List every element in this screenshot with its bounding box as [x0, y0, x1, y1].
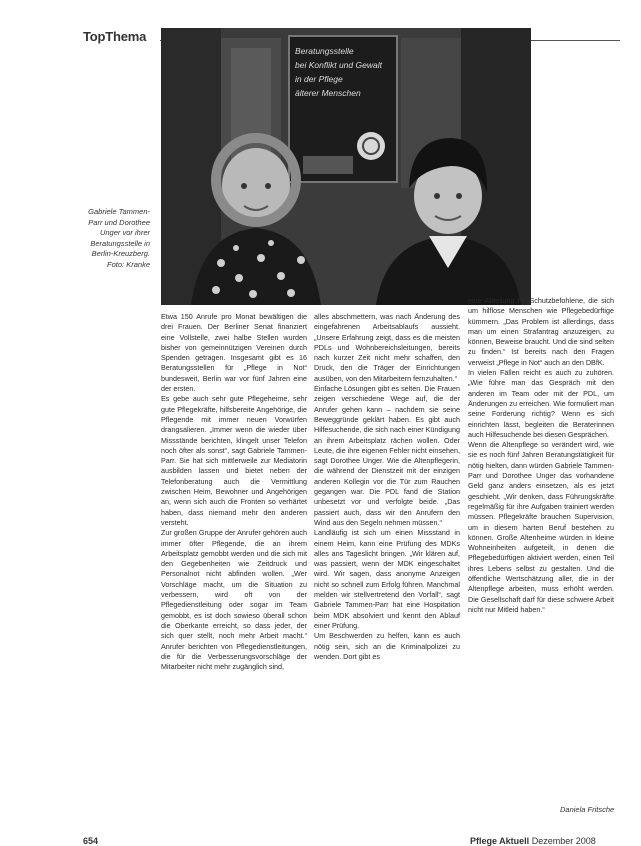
- paragraph: Um Beschwerden zu helfen, kann es auch nötig sein, sich an die Kriminalpolizei zu wenden. Dort gibt es: [314, 631, 460, 661]
- paragraph: eine Abteilung für Schutzbefohlene, die sich um hilflose Menschen wie Pflegebedürftige kümmern. „Das Problem ist allerdings, dass man um einen Strafantrag anzuzeigen, zu können, Beweise braucht. Und die sind selten zu finden.“ Ist bereits nach den Fragen verweist „Pflege in Not“ auch an den DBfK.: [468, 296, 614, 367]
- magazine-name: Pflege Aktuell: [470, 836, 530, 846]
- svg-text:in der Pflege: in der Pflege: [295, 74, 343, 84]
- paragraph: Wenn die Altenpflege so verändert wird, wie sie es noch fünf Jahren Beratungstätigkeit für nötig hielten, dann würden Gabriele Tammen-Parr und Dorothee Unger das vorhandene Geld ganz anders einsetzen, als es jetzt geschieht. „Wir denken, dass Führungskräfte regelmäßig für ihre Aufgaben trainiert werden müssen. Pflegekräfte brauchen Supervision, um in diesem harten Beruf bestehen zu können. Große Altenheime würden in kleine Wohneinheiten aufgeteilt, in denen die Pflegebedürftigen aktiviert werden, einen Teil ihres Lebens selbst zu gestalten. Und die öffentliche Wertschätzung aller, die in der Altenpflege arbeiten, muss erhöht werden. Die Gesellschaft darf für diese schwere Arbeit nicht nur Mitleid haben.“: [468, 440, 614, 614]
- photo-caption: Gabriele Tammen-Parr und Dorothee Unger vor ihrer Beratungsstelle in Berlin-Kreuzberg. Foto: Kranke: [88, 207, 150, 269]
- section-label: TopThema: [83, 29, 147, 44]
- page-number: 654: [83, 836, 99, 846]
- article-column-1: [161, 312, 307, 812]
- paragraph: Etwa 150 Anrufe pro Monat bewältigen die drei Frauen. Der Berliner Senat finanziert eine Vollstelle, zwei halbe Stellen wurden bisher von gemeinnützigen Vereinen durch Spenden getragen. Insgesamt gibt es 16 Beratungsstellen für „Pflege in Not“ bundesweit, Berlin war vor fünf Jahren eine der ersten.: [161, 312, 307, 394]
- article-photo: [161, 28, 531, 305]
- paragraph: Es gebe auch sehr gute Pflegeheime, sehr gute Pflegekräfte, hilfsbereite Angehörige, die Pflegende mit immer neuen Vorwürfen drangsalieren. „Immer wenn die wieder über Missstände berichten, klingelt unser Telefon noch öfter als sonst“, sagt Gabriele Tammen-Parr. Sie hat sich mittlerweile zur Mediatorin ausbilden lassen und bietet neben der Telefonberatung auch die Vermittlung zwischen Heim, Bewohner und Angehörigen an, wenn sich auch die Fronten so verhärtet haben, dass niemand mehr den anderen versteht.: [161, 394, 307, 527]
- photo-illustration: [161, 28, 531, 305]
- publication-footer: [470, 836, 596, 846]
- issue-date: Dezember 2008: [531, 836, 596, 846]
- paragraph: Einfache Lösungen gibt es selten. Die Frauen zeigen verschiedene Wege auf, die der Anrufer gehen kann – nachdem sie seine Beweggründe geklärt haben. Es gibt auch Hilfesuchende, die sich nach einer Kündigung an ihrem Arbeitsplatz rächen wollen. Oder Leute, die ihre eigenen Fehler nicht einsehen, sagt Dorothee Unger. Wie die Altenpflegerin, die während der Dienstzeit mit der einzigen anderen Kollegin vor die Tür zum Rauchen gegangen war. Die PDL fand die Station unbesetzt vor und verfolgte beide. „Das passiert auch, dass wir den Anrufern den Wind aus den Segeln nehmen müssen.“: [314, 384, 460, 527]
- author-byline: Daniela Fritsche: [560, 805, 615, 814]
- paragraph: Zur großen Gruppe der Anrufer gehören auch immer öfter Pflegende, die an ihrem Arbeitsplatz gemobbt werden und die sich mit den Gegebenheiten wie Zeitdruck und Personalnot nicht abfinden wollen. „Wer Vorschläge macht, um die Situation zu verbessern, wird oft von der Pflegedienstleitung oder sogar im Team gemobbt, es ist doch sowieso überall schon die Oberkante erreicht, so dass jeder, der sich quer stellt, noch mehr Arbeit macht.“ Anrufer berichten von Pflegedienstleitungen, die für die Verbesserungsvorschläge der Mitarbeiter nicht mehr zugänglich sind,: [161, 528, 307, 672]
- svg-text:Beratungsstelle: Beratungsstelle: [295, 46, 354, 56]
- paragraph: Landläufig ist sich um einen Missstand in einem Heim, kann eine Prüfung des MDKs alles ans Tageslicht bringen. „Wir klären auf, was passiert, wenn der MDK eingeschaltet wird. Wir sagen, dass anonyme Anzeigen nicht so schnell zum Erfolg führen. Manchmal melden wir stellvertretend den Vorfall“, sagt Gabriele Tammen-Parr hat eine Hospitation beim MDK absolviert und kennt den Ablauf einer Prüfung.: [314, 528, 460, 630]
- article-column-3: [468, 296, 614, 766]
- article-column-2: [314, 312, 460, 812]
- paragraph: alles abschmettern, was nach Änderung des eingefahrenen Arbeitsablaufs aussieht. „Unsere Erfahrung zeigt, dass es die meisten PDLs und Wohnbereichsleitungen, bereits nach kurzer Zeit nicht mehr schaffen, den Druck, den die Träger der Einrichtungen ausüben, von den Mitarbeitern fernzuhalten.“: [314, 312, 460, 383]
- svg-text:älterer Menschen: älterer Menschen: [295, 88, 361, 98]
- paragraph: In vielen Fällen reicht es auch zu zuhören. „Wie führe man das Gespräch mit den anderen im Team oder mit der PDL, um Änderungen zu erreichen. Wie formuliert man seine Forderung richtig? Wenn es sich einrichten lässt, begleiten die Beraterinnen auch Hilfesuchende bei diesen Gesprächen.: [468, 368, 614, 439]
- svg-text:bei Konflikt und Gewalt: bei Konflikt und Gewalt: [295, 60, 382, 70]
